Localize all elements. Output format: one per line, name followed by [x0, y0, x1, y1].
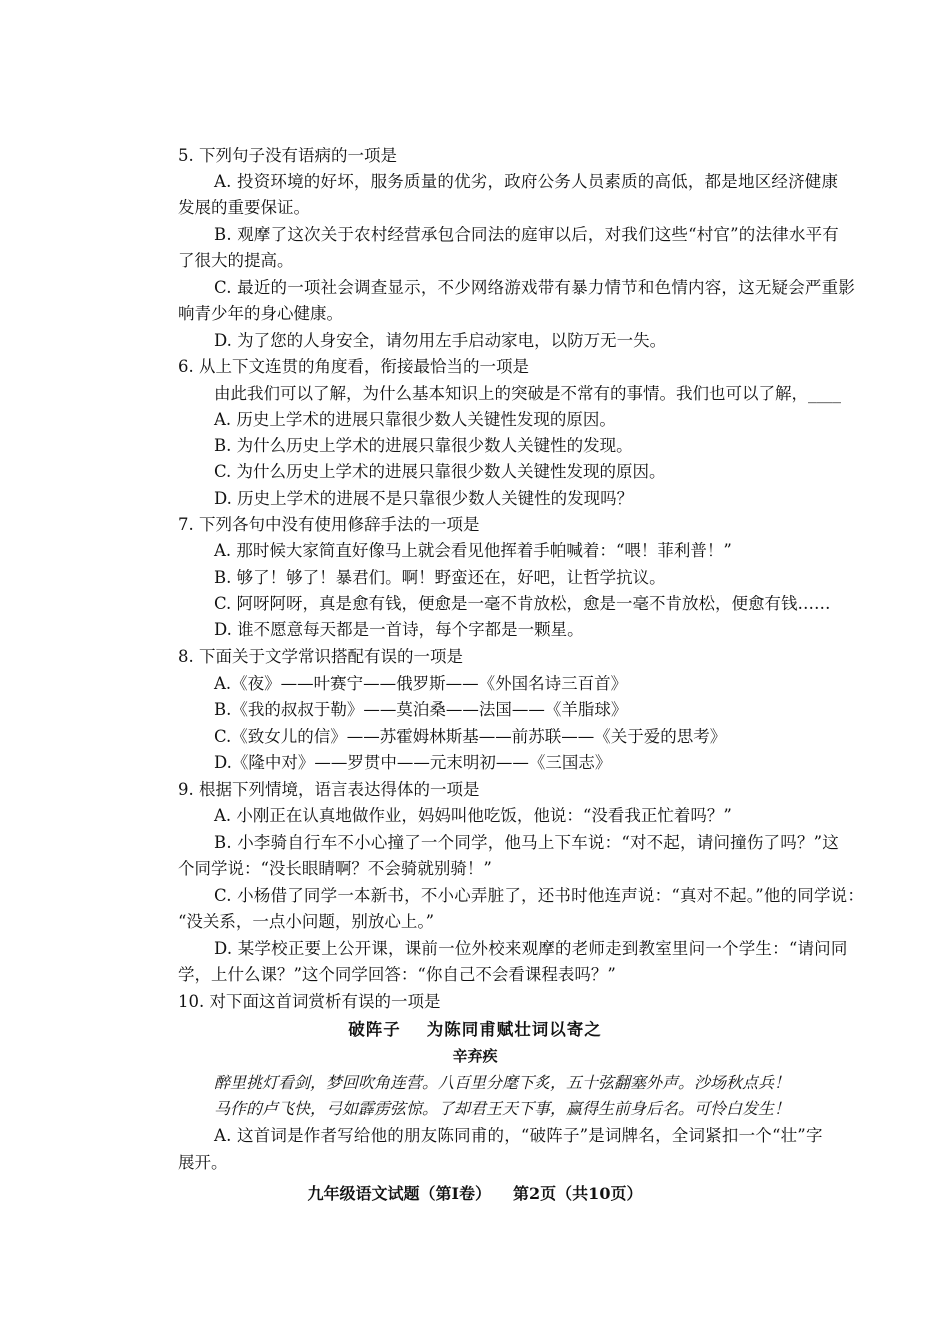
q5-option-d: D. 为了您的人身安全，请勿用左手启动家电，以防万无一失。	[214, 331, 667, 350]
q6-option-a: A. 历史上学术的进展只靠很少数人关键性发现的原因。	[214, 410, 616, 429]
q5-option-c-line1: C. 最近的一项社会调查显示，不少网络游戏带有暴力情节和色情内容，这无疑会严重影	[214, 278, 856, 297]
q9-option-d-line1: D. 某学校正要上公开课，课前一位外校来观摩的老师走到教室里问一个学生：“请问同	[214, 939, 848, 958]
q9-option-c-line2: “没关系，一点小问题，别放心上。”	[178, 912, 435, 931]
page-footer	[0, 1184, 950, 1204]
q9-stem: 9. 根据下列情境，语言表达得体的一项是	[178, 780, 480, 799]
q10-option-a-line1: A. 这首词是作者写给他的朋友陈同甫的，“破阵子”是词牌名，全词紧扣一个“壮”字	[214, 1126, 823, 1145]
q5-option-a-line1: A. 投资环境的好坏，服务质量的优劣，政府公务人员素质的高低，都是地区经济健康	[214, 172, 839, 191]
q8-option-c: C.《致女儿的信》——苏霍姆林斯基——前苏联——《关于爱的思考》	[214, 727, 727, 746]
q9-option-d-line2: 学，上什么课？”这个同学回答：“你自己不会看课程表吗？”	[178, 965, 616, 984]
q7-option-c: C. 阿呀阿呀，真是愈有钱，便愈是一毫不肯放松，愈是一毫不肯放松，便愈有钱……	[214, 594, 831, 613]
q7-stem: 7. 下列各句中没有使用修辞手法的一项是	[178, 515, 480, 534]
q5-stem: 5. 下列句子没有语病的一项是	[178, 146, 397, 165]
poem-title-tune: 破阵子	[348, 1020, 401, 1039]
q5-option-c-line2: 响青少年的身心健康。	[178, 304, 343, 323]
footer-exam-title: 九年级语文试题（第Ⅰ卷）	[307, 1184, 492, 1203]
q9-option-b-line1: B. 小李骑自行车不小心撞了一个同学，他马上下车说：“对不起，请问撞伤了吗？”这	[214, 833, 839, 852]
q6-stem: 6. 从上下文连贯的角度看，衔接最恰当的一项是	[178, 357, 529, 376]
poem-title-dedication: 为陈同甫赋壮词以寄之	[426, 1020, 602, 1039]
poem-title	[0, 1020, 950, 1040]
q8-option-d: D.《隆中对》——罗贯中——元末明初——《三国志》	[214, 753, 612, 772]
poem-line-2: 马作的卢飞快，弓如霹雳弦惊。了却君王天下事，赢得生前身后名。可怜白发生！	[214, 1099, 791, 1118]
q5-option-b-line2: 了很大的提高。	[178, 251, 294, 270]
footer-page-number: 第2页（共10页）	[513, 1184, 643, 1203]
q6-option-d: D. 历史上学术的进展不是只靠很少数人关键性的发现吗？	[214, 489, 634, 508]
q7-option-b: B. 够了！够了！暴君们。啊！野蛮还在，好吧，让哲学抗议。	[214, 568, 666, 587]
q9-option-a: A. 小刚正在认真地做作业，妈妈叫他吃饭，他说：“没看我正忙着吗？”	[214, 806, 732, 825]
q7-option-d: D. 谁不愿意每天都是一首诗，每个字都是一颗星。	[214, 620, 584, 639]
q5-option-a-line2: 发展的重要保证。	[178, 198, 310, 217]
q8-option-a: A.《夜》——叶赛宁——俄罗斯——《外国名诗三百首》	[214, 674, 628, 693]
q10-stem: 10. 对下面这首词赏析有误的一项是	[178, 992, 441, 1011]
q8-option-b: B.《我的叔叔于勒》——莫泊桑——法国——《羊脂球》	[214, 700, 628, 719]
poem-line-1: 醉里挑灯看剑，梦回吹角连营。八百里分麾下炙，五十弦翻塞外声。沙场秋点兵！	[214, 1073, 791, 1092]
q7-option-a: A. 那时候大家简直好像马上就会看见他挥着手帕喊着：“喂！菲利普！”	[214, 541, 732, 560]
q6-option-b: B. 为什么历史上学术的进展只靠很少数人关键性的发现。	[214, 436, 633, 455]
q5-option-b-line1: B. 观摩了这次关于农村经营承包合同法的庭审以后，对我们这些“村官”的法律水平有	[214, 225, 839, 244]
q6-context: 由此我们可以了解，为什么基本知识上的突破是不常有的事情。我们也可以了解，____	[214, 384, 841, 403]
q9-option-c-line1: C. 小杨借了同学一本新书，不小心弄脏了，还书时他连声说：“真对不起。”他的同学说：	[214, 886, 865, 905]
q10-option-a-line2: 展开。	[178, 1153, 228, 1172]
q9-option-b-line2: 个同学说：“没长眼睛啊？不会骑就别骑！”	[178, 859, 492, 878]
q8-stem: 8. 下面关于文学常识搭配有误的一项是	[178, 647, 463, 666]
poem-author: 辛弃疾	[452, 1047, 498, 1065]
q6-option-c: C. 为什么历史上学术的进展只靠很少数人关键性发现的原因。	[214, 462, 666, 481]
